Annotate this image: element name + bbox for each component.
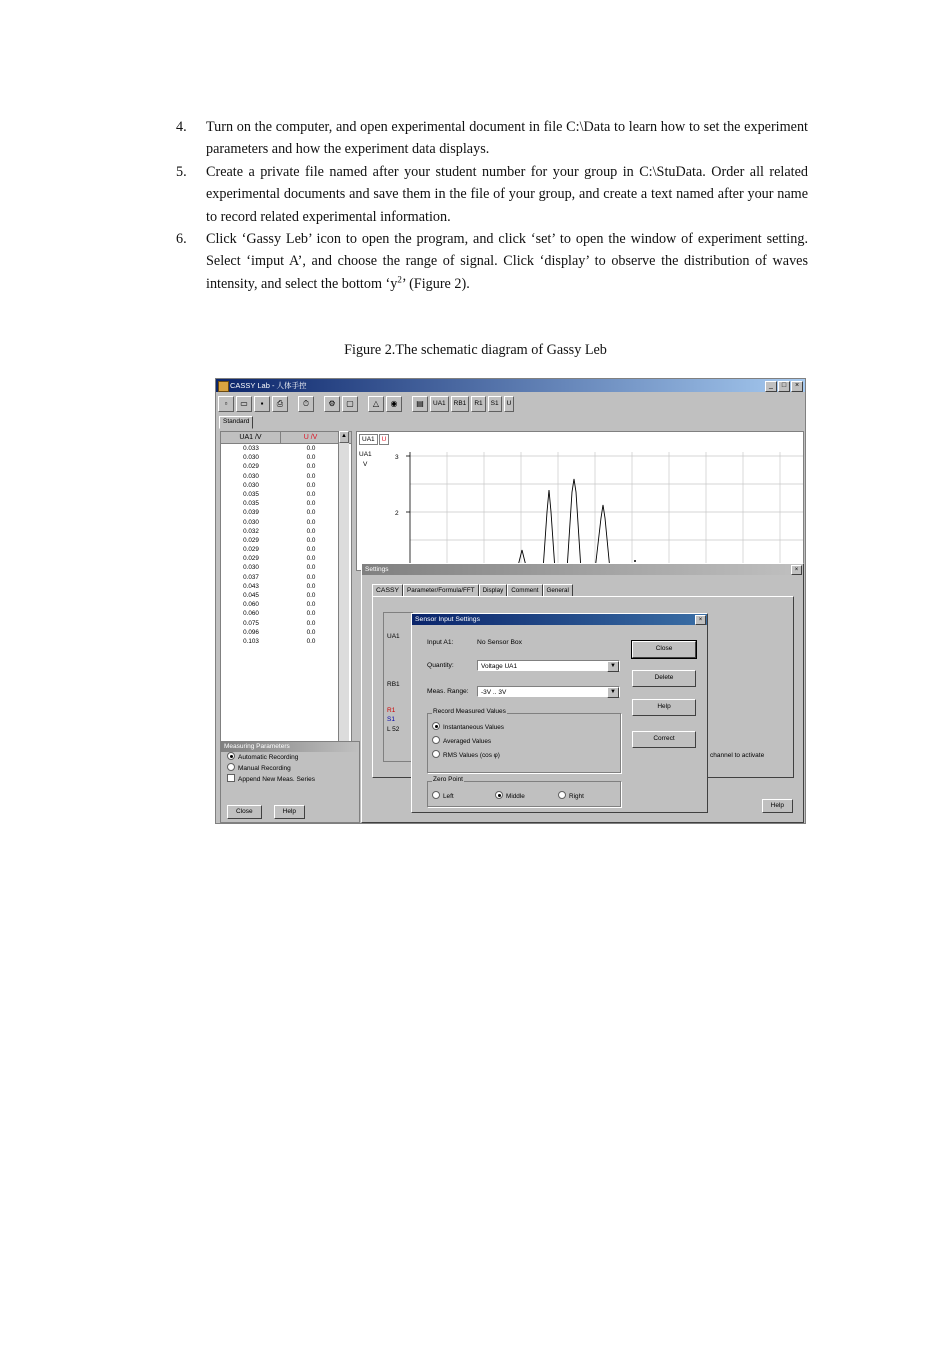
channel-button-s1[interactable]: S1 [488, 396, 502, 412]
cell-ua1: 0.029 [243, 555, 259, 563]
cell-u: 0.0 [306, 472, 316, 480]
chevron-down-icon[interactable]: ▼ [607, 661, 619, 672]
table-row[interactable] [221, 637, 351, 646]
step-text-end: ’ (Figure 2). [401, 275, 470, 292]
channel-l[interactable]: L 52 [387, 726, 400, 733]
option-automatic-recording[interactable] [221, 752, 359, 763]
table-row[interactable] [221, 582, 351, 591]
radio-left[interactable] [432, 791, 454, 800]
radio-right[interactable] [558, 791, 584, 800]
table-row[interactable] [221, 481, 351, 490]
chart-tab-ua1[interactable]: UA1 [359, 434, 378, 445]
y-axis-unit: V [363, 461, 368, 468]
range-label: Meas. Range: [427, 688, 469, 695]
table-row[interactable] [221, 518, 351, 527]
table-row[interactable] [221, 472, 351, 481]
option-label: Automatic Recording [238, 754, 299, 761]
table-row[interactable] [221, 591, 351, 600]
radio-icon[interactable] [227, 763, 235, 771]
cell-ua1: 0.035 [243, 490, 259, 498]
cassy-lab-screenshot [215, 378, 806, 824]
cell-u: 0.0 [306, 454, 316, 462]
step-text-main: Click ‘Gassy Leb’ icon to open the program, and click ‘set’ to open the window of experiment setting. Select ‘imput A’, and choose the range of signal. Click ‘display’ to observe the distribution of waves intensity, and select the bottom ‘y [206, 231, 808, 292]
cell-ua1: 0.037 [243, 573, 259, 581]
tab-cassy[interactable]: CASSY [372, 584, 403, 597]
step-5 [176, 161, 808, 228]
cell-ua1: 0.060 [243, 601, 259, 609]
step-4 [176, 116, 808, 161]
table-row[interactable] [221, 545, 351, 554]
cell-u: 0.0 [306, 463, 316, 471]
channel-button-ua1[interactable]: UA1 [430, 396, 449, 412]
radio-label: Averaged Values [443, 738, 492, 745]
step-number: 6. [176, 231, 187, 248]
table-row[interactable] [221, 508, 351, 517]
signal-peak-3 [567, 479, 581, 570]
settings-titlebar [362, 564, 803, 575]
radio-label: Right [569, 793, 584, 800]
step-number: 5. [176, 163, 187, 180]
cell-ua1: 0.033 [243, 445, 259, 452]
measuring-buttons [227, 805, 305, 819]
stopwatch-icon[interactable]: ⏱ [298, 396, 314, 412]
cell-u: 0.0 [306, 481, 316, 489]
activate-hint: channel to activate [710, 752, 765, 759]
cell-u: 0.0 [306, 555, 316, 563]
table-row[interactable] [221, 536, 351, 545]
table-row[interactable] [221, 554, 351, 563]
radio-instantaneous[interactable] [432, 722, 504, 731]
record-group-label: Record Measured Values [433, 708, 506, 715]
chevron-down-icon[interactable]: ▼ [607, 687, 619, 698]
superscript: 2 [397, 274, 402, 285]
cell-ua1: 0.060 [243, 610, 259, 618]
channel-s1[interactable]: S1 [387, 716, 395, 723]
sensor-help-button[interactable]: Help [632, 699, 696, 716]
measuring-help-button[interactable]: Help [274, 805, 305, 819]
window-title: CASSY Lab - 人体手控 [230, 381, 307, 390]
checkbox-icon[interactable] [227, 774, 235, 782]
cell-ua1: 0.039 [243, 509, 259, 517]
sensor-titlebar [412, 614, 707, 625]
radio-icon[interactable] [495, 791, 503, 799]
minimize-button[interactable]: _ [765, 381, 777, 392]
table-body [221, 444, 351, 646]
column-header-ua1[interactable]: UA1 /V [221, 432, 281, 443]
sensor-close-button[interactable]: Close [632, 641, 696, 658]
y-axis-ticks [406, 456, 410, 568]
app-icon [218, 381, 229, 392]
tab-parameter-formula[interactable]: Parameter/Formula/FFT [403, 584, 479, 597]
record-icon[interactable]: ◉ [386, 396, 402, 412]
option-label: Append New Meas. Series [238, 776, 315, 783]
cell-u: 0.0 [306, 610, 316, 618]
chart-gridlines [410, 452, 803, 570]
channel-button-u[interactable]: U [504, 396, 515, 412]
channel-r1[interactable]: R1 [387, 707, 396, 714]
table-row[interactable] [221, 563, 351, 572]
cell-u: 0.0 [306, 445, 316, 452]
table-row[interactable] [221, 619, 351, 628]
radio-icon[interactable] [432, 722, 440, 730]
cell-ua1: 0.045 [243, 592, 259, 599]
measuring-parameters-panel [220, 741, 360, 823]
cell-u: 0.0 [306, 509, 316, 517]
range-value: -3V .. 3V [481, 689, 507, 696]
quantity-label: Quantity: [427, 662, 454, 669]
cell-u: 0.0 [306, 637, 316, 645]
radio-label: RMS Values (cos φ) [443, 752, 500, 759]
radio-icon[interactable] [558, 791, 566, 799]
cell-ua1: 0.096 [243, 628, 259, 636]
signal-dot [634, 560, 636, 562]
cell-u: 0.0 [306, 592, 316, 599]
maximize-button[interactable]: □ [778, 381, 790, 392]
table-row[interactable] [221, 609, 351, 618]
settings-title: Settings [365, 566, 389, 573]
channels-icon[interactable]: ▤ [412, 396, 428, 412]
cell-u: 0.0 [306, 582, 316, 590]
y-tick-3: 3 [395, 454, 399, 461]
tab-display[interactable]: Display [479, 584, 508, 597]
step-text: Create a private file named after your student number for your group in C:\StuData. Order all related experimental documents and save them in the file of your group, and create a text named after your name to record related experimental information. [206, 163, 808, 225]
input-value: No Sensor Box [477, 639, 522, 646]
quantity-value: Voltage UA1 [481, 663, 518, 670]
tab-standard[interactable]: Standard [219, 416, 253, 429]
range-select[interactable] [477, 686, 620, 697]
cell-u: 0.0 [306, 546, 316, 554]
option-append-series[interactable] [221, 774, 359, 785]
table-row[interactable] [221, 453, 351, 462]
table-row[interactable] [221, 462, 351, 471]
cell-u: 0.0 [306, 573, 316, 581]
radio-averaged[interactable] [432, 736, 491, 745]
radio-label: Instantaneous Values [443, 724, 504, 731]
radio-label: Middle [506, 793, 525, 800]
chart-area [356, 431, 804, 571]
step-text [206, 228, 808, 295]
sensor-delete-button[interactable]: Delete [632, 670, 696, 687]
window-icon[interactable]: ▢ [342, 396, 358, 412]
option-label: Manual Recording [238, 765, 291, 772]
channel-button-r1[interactable]: R1 [471, 396, 485, 412]
instruction-steps [176, 116, 808, 295]
table-row[interactable] [221, 527, 351, 536]
close-button[interactable]: × [791, 381, 803, 392]
cell-ua1: 0.029 [243, 536, 259, 544]
signal-peak-4 [595, 505, 610, 570]
table-header [221, 432, 351, 444]
print-icon[interactable]: ⎙ [272, 396, 288, 412]
step-text: Turn on the computer, and open experimental document in file C:\Data to learn how to set the experiment parameters and how the experiment data displays. [206, 119, 808, 158]
measuring-parameters-title: Measuring Parameters [221, 742, 359, 752]
measuring-close-button[interactable]: Close [227, 805, 262, 819]
table-row[interactable] [221, 573, 351, 582]
radio-icon[interactable] [432, 736, 440, 744]
sensor-correct-button[interactable]: Correct [632, 731, 696, 748]
radio-icon[interactable] [432, 750, 440, 758]
new-file-icon[interactable]: ▫ [218, 396, 234, 412]
option-manual-recording[interactable] [221, 763, 359, 774]
settings-icon[interactable]: ⚙ [324, 396, 340, 412]
channel-ua1[interactable]: UA1 [387, 633, 400, 640]
step-6 [176, 228, 808, 295]
radio-label: Left [443, 793, 454, 800]
table-row[interactable] [221, 499, 351, 508]
cell-ua1: 0.032 [243, 527, 259, 535]
warning-icon[interactable]: △ [368, 396, 384, 412]
cell-u: 0.0 [306, 564, 316, 572]
step-number: 4. [176, 119, 187, 135]
radio-icon[interactable] [227, 752, 235, 760]
window-titlebar [216, 379, 805, 392]
cell-ua1: 0.030 [243, 454, 259, 462]
open-file-icon[interactable]: ▭ [236, 396, 252, 412]
cell-ua1: 0.030 [243, 564, 259, 572]
cell-ua1: 0.029 [243, 546, 259, 554]
cell-ua1: 0.075 [243, 619, 259, 627]
cell-u: 0.0 [306, 518, 316, 526]
table-row[interactable] [221, 628, 351, 637]
tab-general[interactable]: General [543, 584, 573, 597]
signal-peak-2 [543, 490, 555, 570]
figure-caption: Figure 2.The schematic diagram of Gassy Leb [344, 342, 607, 358]
toolbar [218, 394, 803, 413]
data-table [220, 431, 352, 745]
cell-u: 0.0 [306, 500, 316, 508]
chart-tab-u[interactable]: U [379, 434, 390, 445]
column-header-u[interactable]: U /V [281, 432, 341, 443]
channel-rb1[interactable]: RB1 [387, 681, 400, 688]
cell-u: 0.0 [306, 536, 316, 544]
sensor-input-dialog [411, 613, 708, 813]
y-axis-label: UA1 [359, 451, 372, 458]
cell-u: 0.0 [306, 601, 316, 609]
radio-middle[interactable] [495, 791, 525, 800]
cell-u: 0.0 [306, 628, 316, 636]
quantity-select[interactable] [477, 660, 620, 671]
table-scrollbar[interactable] [338, 431, 349, 743]
zero-point-group [427, 776, 621, 807]
cell-ua1: 0.035 [243, 500, 259, 508]
cell-ua1: 0.103 [243, 637, 259, 645]
table-row[interactable] [221, 600, 351, 609]
record-values-group [427, 708, 621, 773]
close-icon[interactable]: × [695, 615, 706, 625]
radio-rms[interactable] [432, 750, 500, 759]
cell-u: 0.0 [306, 490, 316, 498]
cell-u: 0.0 [306, 527, 316, 535]
cell-ua1: 0.030 [243, 518, 259, 526]
close-icon[interactable]: × [791, 565, 802, 575]
cell-ua1: 0.030 [243, 472, 259, 480]
table-row[interactable] [221, 444, 351, 453]
cell-ua1: 0.043 [243, 582, 259, 590]
input-label: Input A1: [427, 639, 454, 646]
radio-icon[interactable] [432, 791, 440, 799]
sensor-title: Sensor Input Settings [415, 616, 480, 623]
zero-group-label: Zero Point [433, 776, 463, 783]
table-row[interactable] [221, 490, 351, 499]
save-icon[interactable]: ▪ [254, 396, 270, 412]
channel-list [383, 612, 413, 762]
cell-u: 0.0 [306, 619, 316, 627]
tab-comment[interactable]: Comment [507, 584, 542, 597]
channel-button-rb1[interactable]: RB1 [451, 396, 470, 412]
chart-svg [357, 432, 803, 570]
window-controls [765, 381, 803, 392]
y-tick-2: 2 [395, 510, 399, 517]
cell-ua1: 0.029 [243, 463, 259, 471]
cell-ua1: 0.030 [243, 481, 259, 489]
settings-help-button[interactable]: Help [762, 799, 793, 813]
scroll-up-icon[interactable]: ▲ [339, 431, 349, 443]
